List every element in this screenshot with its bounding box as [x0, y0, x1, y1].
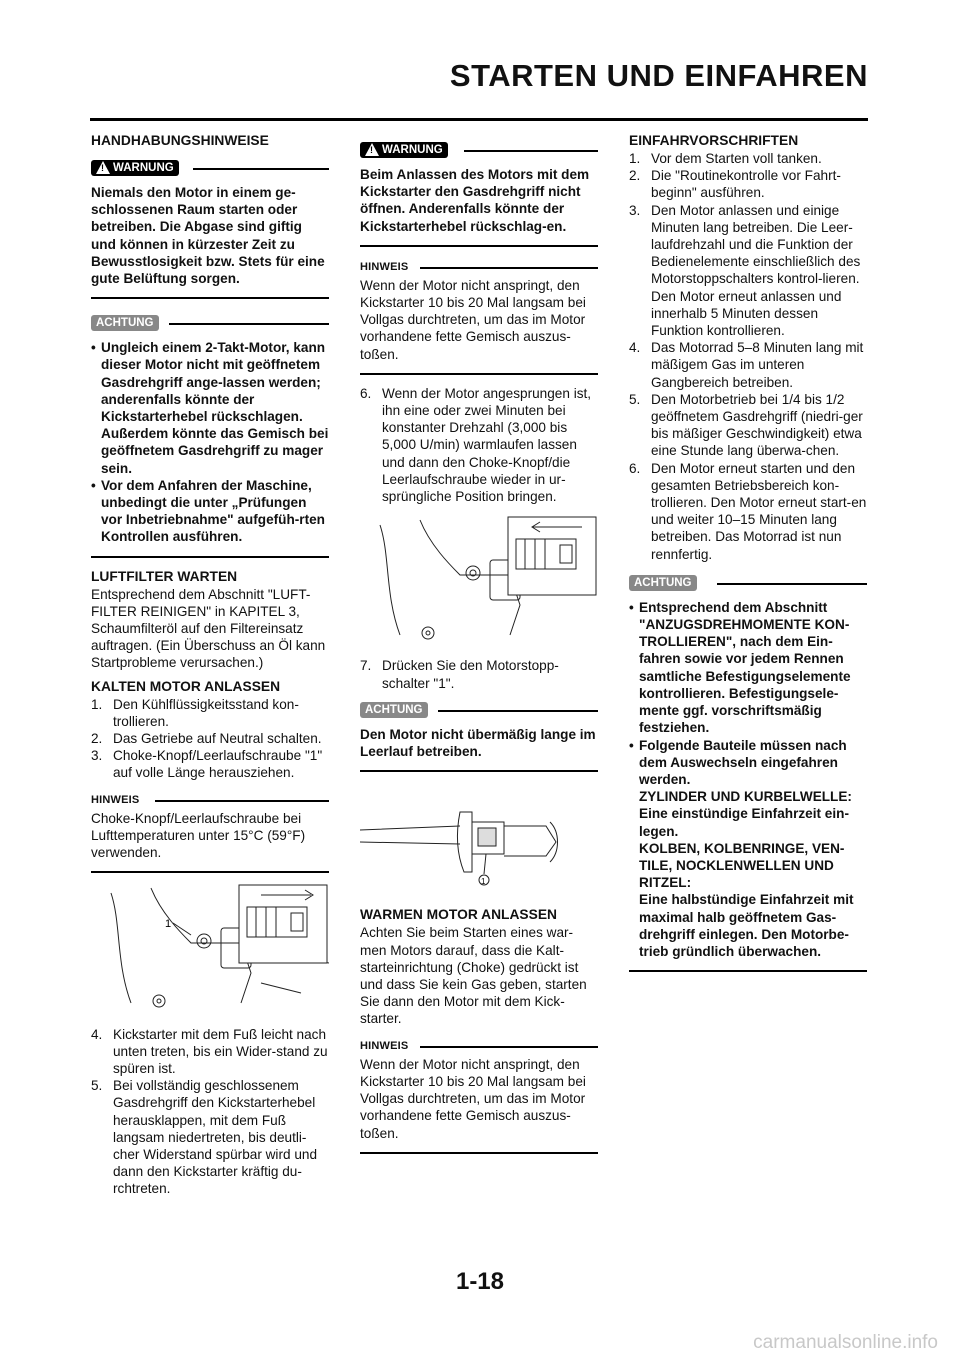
divider	[360, 1152, 598, 1154]
note-text: Choke-Knopf/Leerlaufschraube bei Lufttemperaturen unter 15°C (59°F) verwenden.	[91, 810, 306, 861]
warning-box-1	[91, 158, 329, 299]
callout-label: 1	[481, 877, 486, 887]
note-box-1	[91, 790, 329, 874]
list-item: 5. Den Motorbetrieb bei 1/4 bis 1/2 geöffnetem Gasdrehgriff (niedri-ger bis mäßiger Geschwindigkeit) etwa eine Stunde lang überwa-chen.	[629, 391, 863, 459]
caution-badge: ACHTUNG	[629, 575, 697, 591]
list-item: 2. Die "Routinekontrolle vor Fahrt-beginn" ausführen.	[629, 168, 841, 201]
figure-engine-stop-switch	[360, 782, 598, 896]
page-title: STARTEN UND EINFAHREN	[449, 58, 868, 93]
paragraph: Achten Sie beim Starten eines war-men Motors darauf, dass die Kalt-starteinrichtung (Choke) gedrückt ist und dass Sie kein Gas geben, starten Sie dann den Motor mit dem Kick-starter.	[360, 925, 587, 1027]
caution-box-2	[360, 700, 598, 772]
divider	[193, 168, 329, 170]
divider	[420, 267, 598, 269]
list-item: 4. Das Motorrad 5–8 Minuten lang mit mäßigem Gas im unteren Gangbereich betreiben.	[629, 340, 864, 390]
list-item: 5. Bei vollständig geschlossenem Gasdrehgriff den Kickstarterhebel herausklappen, mit dem Fuß langsam niedertreten, bis deutli-cher Widerstand spürbar wird und dann den Kickstarter kräftig du-rchtreten.	[91, 1078, 317, 1197]
divider	[438, 710, 598, 712]
header-rule	[90, 118, 868, 121]
steps-list	[360, 385, 598, 505]
divider	[91, 297, 329, 299]
warning-badge: ! WARNUNG	[91, 160, 179, 176]
list-item: 2. Das Getriebe auf Neutral schalten.	[91, 731, 322, 747]
column-1	[91, 132, 329, 1198]
watermark: carmanualsonline.info	[753, 1332, 938, 1353]
caution-list	[91, 339, 329, 545]
paragraph: Entsprechend dem Abschnitt "LUFT-FILTER REINIGEN" in KAPITEL 3, Schaumfilteröl auf den Filtereinsatz auftragen. (Ein Überschuss an Öl kann Startprobleme verursachen.)	[91, 586, 326, 671]
divider	[155, 800, 329, 802]
list-item: • Folgende Bauteile müssen nach dem Auswechseln eingefahren werden. ZYLINDER UND KURBELWELLE: Eine einstündige Einfahrzeit ein-legen. KOLBEN, KOLBENRINGE, VEN-TILE, NOCKLENWELLEN UND RITZEL: Eine halbstündige Einfahrzeit mit maximal halb geöffnetem Gas-drehgriff einlegen. Den Motorbe-trieb gründlich überwachen.	[629, 737, 854, 959]
column-3	[629, 132, 867, 972]
callout-label: 1	[165, 918, 172, 931]
heading-handhabungshinweise: HANDHABUNGSHINWEISE	[91, 133, 269, 148]
list-item: • Vor dem Anfahren der Maschine, unbedingt die unter „Prüfungen vor Inbetriebnahme" aufgefüh-rten Kontrollen ausführen.	[91, 477, 325, 545]
list-item: • Ungleich einem 2-Takt-Motor, kann dieser Motor nicht mit geöffnetem Gasdrehgriff ange-lassen werden; anderenfalls könnte der Kickstarterhebel rückschlagen. Außerdem könnte das Gemisch bei geöffnetem Gasdrehgriff zu mager sein.	[91, 340, 329, 476]
note-label: HINWEIS	[360, 1039, 409, 1052]
warning-badge: ! WARNUNG	[360, 142, 448, 158]
heading-luftfilter: LUFTFILTER WARTEN	[91, 568, 238, 584]
caution-box-1	[91, 313, 329, 557]
caution-box-3	[629, 573, 867, 972]
divider	[91, 871, 329, 873]
heading-kalten-motor: KALTEN MOTOR ANLASSEN	[91, 678, 281, 694]
list-item: 4. Kickstarter mit dem Fuß leicht nach unten treten, bis ein Wider-stand zu spüren ist.	[91, 1026, 328, 1076]
list-item: 6. Wenn der Motor angesprungen ist, ihn eine oder zwei Minuten bei konstanter Drehzahl (3,000 bis 5,000 U/min) warmlaufen lassen und dann den Choke-Knopf/die Leerlaufschraube wieder in ur-sprüngliche Position bringen.	[360, 385, 592, 505]
heading-warmen-motor: WARMEN MOTOR ANLASSEN	[360, 907, 557, 923]
divider	[360, 373, 598, 375]
divider	[420, 1046, 598, 1048]
list-item: 1. Den Kühlflüssigkeitsstand kon-trollieren.	[91, 696, 299, 729]
page-number: 1-18	[455, 1268, 505, 1295]
steps-list	[629, 150, 867, 563]
list-item: 6. Den Motor erneut starten und den gesamten Betriebsbereich kon-trollieren. Den Motor erneut start-en und weiter 10–15 Minuten lang betreiben. Das Motorrad ist nun rennfertig.	[629, 460, 867, 562]
figure-choke-knob	[91, 883, 329, 1015]
column-2	[360, 132, 598, 1154]
list-item: • Entsprechend dem Abschnitt "ANZUGSDREHMOMENTE KON-TROLLIEREN", nach dem Ein-fahren sowie vor jedem Rennen samtliche Befestigungselemente kontrollieren. Befestigungsele-mente ggf. vorschriftsmäßig festziehen.	[629, 599, 851, 736]
steps-list	[360, 657, 598, 691]
divider	[360, 770, 598, 772]
divider	[464, 150, 598, 152]
divider	[91, 556, 329, 558]
heading-einfahrvorschriften: EINFAHRVORSCHRIFTEN	[629, 133, 799, 148]
steps-list	[91, 696, 329, 782]
caution-text: Den Motor nicht übermäßig lange im Leerlauf betreiben.	[360, 726, 596, 760]
divider	[169, 323, 329, 325]
caution-badge: ACHTUNG	[360, 702, 428, 718]
warning-text: Niemals den Motor in einem ge-schlossenen Raum starten oder betreiben. Die Abgase sind giftig und können in kürzester Zeit zu Bewusstlosigkeit bzw. Stets für eine gute Belüftung sorgen.	[91, 185, 325, 287]
caution-list	[629, 599, 867, 960]
note-text: Wenn der Motor nicht anspringt, den Kickstarter 10 bis 20 Mal langsam bei Vollgas durchtreten, um das im Motor vorhandene fette Gemisch auszus-toßen.	[360, 277, 586, 362]
note-label: HINWEIS	[360, 260, 409, 273]
warning-text: Beim Anlassen des Motors mit dem Kickstarter den Gasdrehgriff nicht öffnen. Anderenfalls könnte der Kickstarterhebel rückschlag-en.	[360, 167, 590, 234]
warning-box-2	[360, 140, 598, 247]
list-item: 3. Den Motor anlassen und einige Minuten lang betreiben. Die Leer-laufdrehzahl und die Funktion der Bedienelemente einschließlich des Motorstoppschalters kontrol-lieren. Den Motor erneut anlassen und innerhalb 5 Minuten dessen Funktion kontrollieren.	[629, 202, 861, 339]
figure-choke-knob-2	[360, 515, 598, 647]
divider	[629, 970, 867, 972]
note-text: Wenn der Motor nicht anspringt, den Kickstarter 10 bis 20 Mal langsam bei Vollgas durchtreten, um das im Motor vorhandene fette Gemisch auszus-toßen.	[360, 1056, 586, 1141]
steps-list	[91, 1026, 329, 1198]
note-box-2	[360, 257, 598, 375]
list-item: 7. Drücken Sie den Motorstopp-schalter "1".	[360, 658, 559, 691]
divider	[360, 245, 598, 247]
caution-badge: ACHTUNG	[91, 315, 159, 331]
list-item: 3. Choke-Knopf/Leerlaufschraube "1" auf volle Länge herausziehen.	[91, 748, 323, 781]
divider	[717, 583, 867, 585]
note-label: HINWEIS	[91, 793, 140, 806]
list-item: 1. Vor dem Starten voll tanken.	[629, 151, 822, 166]
note-box-3	[360, 1036, 598, 1154]
